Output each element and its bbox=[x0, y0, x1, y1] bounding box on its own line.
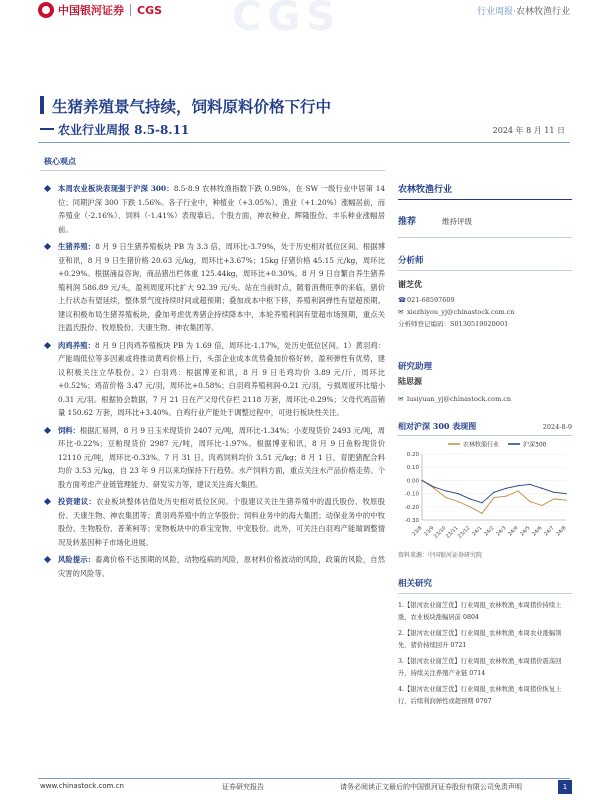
data-point bbox=[481, 502, 482, 503]
related-divider bbox=[398, 593, 572, 594]
related-item[interactable]: 2.【银河农业谢芝优】行业周报_农林牧渔_本周农业涨幅领先，猪价持续回升 0721 bbox=[398, 630, 562, 649]
x-tick-label: 24/2 bbox=[483, 525, 496, 538]
analyst-phone: 021-68597609 bbox=[407, 296, 455, 304]
paragraph-feed bbox=[58, 424, 385, 492]
data-point bbox=[505, 496, 506, 497]
core-view-divider bbox=[40, 170, 385, 171]
logo-cgs: CGS bbox=[137, 3, 163, 17]
data-point bbox=[541, 488, 542, 489]
rating-row bbox=[398, 214, 572, 227]
x-tick-label: 24/8 bbox=[555, 525, 568, 538]
paragraph-hog bbox=[58, 240, 385, 335]
paragraph-text: 畜禽价格不达预期的风险，动物疫病的风险，原材料价格波动的风险，政策的风险，自然灾害的风险等。 bbox=[58, 555, 386, 578]
data-point bbox=[565, 500, 566, 501]
bullet-icon bbox=[44, 556, 51, 563]
header-divider bbox=[38, 142, 570, 143]
footer-center: 证券研究报告 bbox=[222, 783, 264, 791]
paragraph-text: 8 月 9 日肉鸡养殖板块 PB 为 1.69 倍，周环比-1.17%，处历史低位区间。1）黄羽鸡：产能端低位等多因素或将推动黄鸡价格上行，头部企业成本优势叠加价格好转，盈利弹性有优势，建议积极关注立华股份。2）白羽鸡：根据博亚和讯，8 月 9 日毛鸡均价 3.89 元/斤，周环比+0.52%；鸡苗价格 3.47 元/羽，周环比+0.58%；白羽鸡养殖利润-0.21 元/羽，亏损周度环比缩小 0.31 元/羽。根据协会数据，7 月 21 日在产父母代存栏 2118 万套，周环比-0.29%；父母代鸡苗销量 150.62 万套，周环比+3.40%。白鸡行业产能处于调整过程中，可进行板块性关注。 bbox=[58, 340, 386, 417]
data-point bbox=[493, 497, 494, 498]
x-tick-label: 24/1 bbox=[471, 525, 484, 538]
analyst-name: 谢芝优 bbox=[398, 279, 422, 289]
data-point bbox=[529, 484, 530, 485]
sidebar-industry-divider bbox=[398, 199, 572, 200]
series-line bbox=[422, 480, 566, 502]
chart-divider bbox=[398, 435, 572, 436]
related-heading: 相关研究 bbox=[398, 579, 433, 589]
chart-date: 2024-8-9 bbox=[542, 423, 572, 431]
x-tick-label: 23/10 bbox=[432, 525, 448, 540]
assistant-email-row bbox=[398, 393, 572, 405]
paragraph-lead: 生猪养殖： bbox=[58, 242, 96, 251]
paragraph-text: 农业板块整体估值处历史相对低位区间。个股建议关注生猪养殖中的温氏股份、牧原股份、天康生物、神农集团等；黄羽鸡养殖中的立华股份；饲料业务中的海大集团；动保业务中的中牧股份、生物股份、普莱柯等；宠物板块中的乖宝宠物、中宠股份。此外，可关注白羽鸡产能端调整情况及转基因种子市场化进展。 bbox=[58, 497, 385, 547]
data-point bbox=[457, 501, 458, 502]
data-point bbox=[421, 480, 422, 481]
company-logo bbox=[38, 2, 162, 18]
paragraph-broiler bbox=[58, 339, 385, 420]
data-point bbox=[445, 497, 446, 498]
x-tick-label: 24/4 bbox=[507, 525, 520, 538]
y-tick-label: -0.10 bbox=[404, 491, 419, 498]
paragraph-lead: 肉鸡养殖： bbox=[58, 340, 95, 350]
email-icon: ✉ bbox=[398, 395, 404, 403]
x-tick-label: 24/7 bbox=[543, 525, 556, 538]
report-date: 2024 年 8 月 11 日 bbox=[492, 126, 565, 135]
paragraph-lead: 饲料： bbox=[58, 425, 80, 435]
bullet-icon bbox=[44, 498, 51, 505]
x-tick-label: 24/6 bbox=[531, 525, 544, 538]
data-point bbox=[433, 486, 434, 487]
bullet-icon bbox=[44, 243, 51, 250]
sidebar-industry: 农林牧渔行业 bbox=[398, 185, 453, 195]
header-tag-type: 行业周报· bbox=[477, 7, 516, 17]
related-item[interactable]: 1.【银河农业谢芝优】行业周报_农林牧渔_本周猪价持续上涨，农业板块涨幅居前 0804 bbox=[398, 602, 562, 621]
header-watermark: CGS bbox=[232, 0, 341, 40]
x-tick-label: 23/12 bbox=[456, 525, 472, 540]
related-item[interactable]: 3.【银河农业谢芝优】行业周报_农林牧渔_本周猪价震荡回升，持续关注养殖产业链 0714 bbox=[398, 658, 562, 677]
footer-disclaimer: 请务必阅读正文最后的中国银河证券股份有限公司免责声明 bbox=[340, 783, 522, 791]
analyst-cert-row bbox=[398, 318, 572, 330]
paragraph-text: 8.5-8.9 农林牧渔指数下跌 0.98%，在 SW 一级行业中居第 14 位；同期沪深 300 下跌 1.56%。各子行业中，种植业（+3.05%）、渔业（+1.20%）涨幅居前，而养殖业（-2.16%）、饲料（-1.41%）表现靠后。个股方面，神农种业、辉隆股份、丰乐种业涨幅居前。 bbox=[58, 184, 385, 234]
data-point bbox=[481, 513, 482, 514]
paragraph-weekly-performance bbox=[58, 182, 385, 236]
x-tick-label: 24/5 bbox=[519, 525, 532, 538]
relative-performance-chart bbox=[398, 438, 572, 548]
main-content bbox=[58, 182, 385, 584]
data-point bbox=[493, 492, 494, 493]
chart-source: 资料来源：中国银河证券研究院 bbox=[398, 552, 483, 559]
paragraph-text: 根据汇易网，8 月 9 日玉米现货价 2407 元/吨，周环比-1.34%；小麦现货价 2493 元/吨，周环比-0.22%；豆粕现货价 2987 元/吨，周环比-1.97%。根据博亚和讯，8 月 9 日鱼粉现货价 12110 元/吨，周环比-0.33%。7 月 31 日，肉鸡饲料均价 3.51 元/kg；8 月 1 日，育肥猪配合料均价 3.53 元/kg，自 23 年 9 月以来均保持下行趋势。水产饲料方面，重点关注水产品价格走势。个股方面考虑产业链管理能力、研发实力等，建议关注海大集团。 bbox=[58, 425, 385, 489]
data-point bbox=[565, 493, 566, 494]
data-point bbox=[445, 490, 446, 491]
x-tick-label: 23/9 bbox=[423, 525, 436, 538]
y-tick-label: 0.20 bbox=[406, 452, 419, 458]
chart-title: 相对沪深 300 表现图 bbox=[398, 421, 477, 431]
y-tick-label: -0.20 bbox=[404, 504, 419, 511]
data-point bbox=[469, 506, 470, 507]
page-header bbox=[0, 0, 600, 40]
header-tag bbox=[477, 4, 570, 17]
logo-text: 中国银河证券 bbox=[58, 4, 124, 17]
data-point bbox=[457, 493, 458, 494]
sidebar bbox=[398, 170, 572, 708]
series-line bbox=[422, 480, 566, 513]
analyst-email[interactable]: xiezhiyou_yj@chinastock.com.cn bbox=[407, 308, 515, 316]
footer-url[interactable]: www.chinastock.com.cn bbox=[40, 782, 124, 790]
x-tick-label: 24/3 bbox=[495, 525, 508, 538]
rating-divider bbox=[398, 237, 572, 238]
paragraph-investment bbox=[58, 495, 385, 549]
paragraph-lead: 风险提示： bbox=[58, 555, 96, 564]
data-point bbox=[553, 498, 554, 499]
subtitle-dash bbox=[40, 128, 54, 130]
y-tick-label: 0.10 bbox=[406, 465, 419, 472]
paragraph-lead: 投资建议： bbox=[58, 497, 97, 506]
rating-value: 维持评级 bbox=[442, 217, 472, 226]
x-tick-label: 23/11 bbox=[444, 525, 460, 540]
legend-label: 农林牧渔行业 bbox=[463, 441, 500, 449]
y-tick-label: -0.30 bbox=[404, 518, 419, 524]
related-item[interactable]: 4.【银河农业谢芝优】行业周报_农林牧渔_本周猪价恢复上行，后续利润弹性或超预期 0707 bbox=[398, 686, 562, 705]
footer-divider bbox=[38, 778, 570, 779]
assistant-email[interactable]: lusiyuan_yj@chinastock.com.cn bbox=[407, 395, 512, 403]
x-tick-label: 23/8 bbox=[411, 525, 424, 538]
chart-title-row bbox=[398, 421, 572, 432]
core-view-label: 核心观点 bbox=[44, 156, 76, 166]
data-point bbox=[553, 492, 554, 493]
data-point bbox=[505, 488, 506, 489]
paragraph-risk bbox=[58, 553, 385, 580]
analyst-phone-row bbox=[398, 294, 572, 306]
bullet-icon bbox=[44, 426, 51, 433]
assistant-heading: 研究助理 bbox=[398, 362, 433, 372]
data-point bbox=[529, 501, 530, 502]
title-accent-bar bbox=[40, 96, 44, 114]
bullet-icon bbox=[44, 341, 51, 348]
header-tag-industry: 农林牧渔行业 bbox=[515, 7, 570, 17]
data-point bbox=[517, 485, 518, 486]
analyst-heading: 分析师 bbox=[398, 256, 424, 266]
data-point bbox=[517, 490, 518, 491]
report-subtitle: 农业行业周报 8.5-8.11 bbox=[58, 123, 190, 137]
logo-mark-icon bbox=[38, 2, 54, 18]
analyst-divider bbox=[398, 270, 572, 271]
analyst-email-row bbox=[398, 306, 572, 318]
data-point bbox=[469, 498, 470, 499]
y-tick-label: 0.00 bbox=[406, 478, 419, 485]
analyst-cert: 分析师登记编码：S0130519020001 bbox=[398, 320, 509, 328]
phone-icon: ☎ bbox=[398, 296, 407, 304]
paragraph-lead: 本周农业板块表现强于沪深 300： bbox=[58, 184, 174, 193]
data-point bbox=[433, 488, 434, 489]
report-title: 生猪养殖景气持续，饲料原料价格下行中 bbox=[52, 97, 332, 116]
rating-key: 推荐 bbox=[398, 217, 417, 227]
page-number: 1 bbox=[558, 780, 572, 794]
bullet-icon bbox=[44, 185, 51, 192]
data-point bbox=[541, 505, 542, 506]
email-icon: ✉ bbox=[398, 308, 404, 316]
assistant-name: 陆思源 bbox=[398, 376, 422, 386]
logo-divider bbox=[130, 4, 131, 16]
legend-label: 沪深300 bbox=[523, 441, 547, 449]
paragraph-text: 8 月 9 日生猪养殖板块 PB 为 3.3 倍，周环比-3.79%，处于历史相对低位区间。根据博亚和讯，8 月 9 日生猪价格 20.63 元/kg，周环比+3.67%；15kg 仔猪价格 45.15 元/kg，周环比+0.29%。根据涌益咨询，商品猪出栏体重 125.44kg，周环比+0.30%。8 月 9 日自繁自养生猪养殖利润 586.89 元/头，盈利周度环比扩大 92.39 元/头。站在当前时点，随着消费旺季的来临，猪价上行状态有望延续，整体景气度持续时间或超预期；叠加成本中枢下移，养殖利润弹性有望超预期。建议积极布局生猪养殖板块，叠加考虑优秀猪企持续降本中，本轮养殖利润有望超市场预期，重点关注温氏股份、牧原股份、天康生物、神农集团等。 bbox=[58, 242, 385, 332]
